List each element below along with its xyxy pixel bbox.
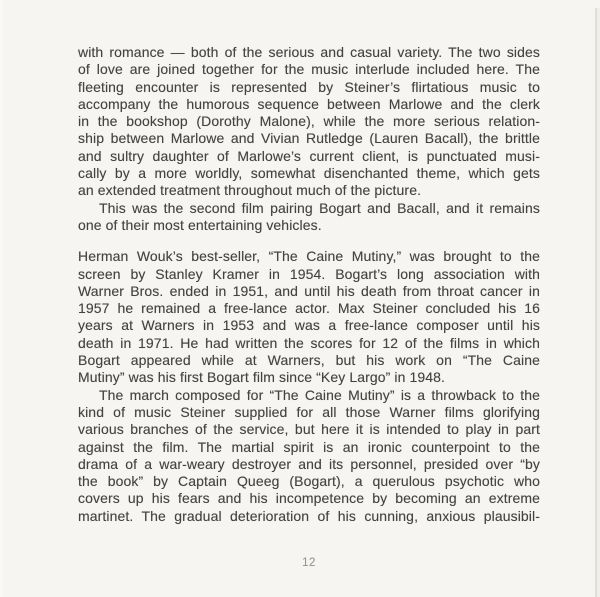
paragraph xyxy=(78,44,540,200)
text-line: Bogart appeared while at Warners, but his work on “The Caine xyxy=(78,352,540,369)
text-line: years at Warners in 1953 and was a free-lance composer until his xyxy=(78,317,540,334)
text-line: kind of music Steiner supplied for all those Warner films glorifying xyxy=(78,403,540,420)
text-line: Warner Bros. ended in 1951, and until his death from throat cancer in xyxy=(78,282,540,299)
text-line: 1957 he remained a free-lance actor. Max Steiner concluded his 16 xyxy=(78,300,540,317)
text-line: one of their most entertaining vehicles. xyxy=(78,216,322,233)
text-line: Herman Wouk’s best-seller, “The Caine Mutiny,” was brought to the xyxy=(78,248,540,265)
text-line: cally by a more worldly, somewhat disenchanted theme, which gets xyxy=(78,165,540,182)
text-line: against the film. The martial spirit is an ironic counterpoint to the xyxy=(78,438,540,455)
paragraph xyxy=(78,200,540,235)
text-line: drama of a war-weary destroyer and its personnel, presided over “by xyxy=(78,455,540,472)
text-line: martinet. The gradual deterioration of his cunning, anxious plausibil- xyxy=(78,507,540,524)
text-line: The march composed for “The Caine Mutiny” is a throwback to the xyxy=(99,386,540,403)
page-edge-right-line xyxy=(595,8,597,597)
text-line: in the bookshop (Dorothy Malone), while the more serious relation- xyxy=(78,113,540,130)
text-line: and sultry daughter of Marlowe’s current client, is punctuated musi- xyxy=(78,147,540,164)
text-line: of love are joined together for the music interlude included here. The xyxy=(78,61,540,78)
body-text xyxy=(78,44,540,525)
text-line: This was the second film pairing Bogart and Bacall, and it remains xyxy=(99,199,540,216)
text-line: death in 1971. He had written the scores for 12 of the films in which xyxy=(78,334,540,351)
text-line: an extended treatment throughout much of the picture. xyxy=(78,182,422,199)
text-line: fleeting encounter is represented by Steiner’s flirtatious music to xyxy=(78,78,540,95)
text-line: with romance — both of the serious and casual variety. The two sides xyxy=(78,44,540,60)
page-number: 12 xyxy=(302,557,316,569)
page-edge-left xyxy=(0,0,4,597)
text-line: accompany the humorous sequence between Marlowe and the clerk xyxy=(78,95,540,112)
paragraph xyxy=(78,387,540,525)
text-line: the book” by Captain Queeg (Bogart), a querulous psychotic who xyxy=(78,473,540,490)
text-line: ship between Marlowe and Vivian Rutledge (Lauren Bacall), the brittle xyxy=(78,130,540,147)
text-line: Mutiny” was his first Bogart film since “Key Largo” in 1948. xyxy=(78,369,446,386)
text-line: screen by Stanley Kramer in 1954. Bogart’s long association with xyxy=(78,265,540,282)
paragraph xyxy=(78,248,540,386)
text-line: various branches of the service, but here it is intended to play in part xyxy=(78,421,540,438)
text-line: covers up his fears and his incompetence by becoming an extreme xyxy=(78,490,540,507)
